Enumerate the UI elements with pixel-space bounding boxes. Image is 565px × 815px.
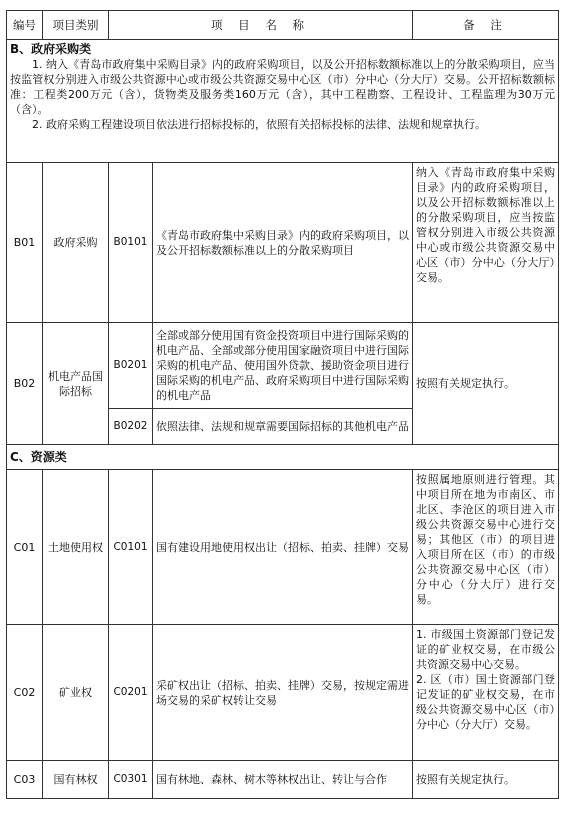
row-note-2: 2. 区（市）国土资源部门登记发证的矿业权交易，在市级公共资源交易中心区（市）分中心（分大厅）交易。 (416, 673, 555, 731)
row-name: 国有林地、森林、树木等林权出让、转让与合作 (153, 761, 413, 799)
section-b-note-1: 1. 纳入《青岛市政府集中采购目录》内的政府采购项目，以及公开招标数额标准以上的分散采购项目，应当按监管权分别进入市级公共资源中心或市级公共资源交易中心区（市）分中心（分大厅）交易。公开招标数额标准：工程类200万元（含），货物类及服务类160万元（含），其中工程勘察、工程设计、工程监理为30万元（含）。 (10, 58, 555, 116)
row-code: C0101 (109, 470, 153, 625)
row-name: 全部或部分使用国有资金投资项目中进行国际采购的机电产品、全部或部分使用国家融资项目中进行国际采购的机电产品、使用国外贷款、援助资金项目进行国际采购的机电产品、政府采购项目中进行国际采购的机电产品 (153, 323, 413, 409)
row-code: C0201 (109, 625, 153, 761)
table-row (7, 323, 559, 409)
header-name: 项 目 名 称 (109, 11, 413, 40)
table-row (7, 163, 559, 323)
row-category: 机电产品国际招标 (43, 323, 109, 445)
row-name: 国有建设用地使用权出让（招标、拍卖、挂牌）交易 (153, 470, 413, 625)
section-b-note-2: 2. 政府采购工程建设项目依法进行招标投标的，依照有关招标投标的法律、法规和规章执行。 (32, 118, 486, 131)
row-code: B0101 (109, 163, 153, 323)
project-catalog-table (6, 10, 559, 799)
table-row (7, 625, 559, 761)
header-category: 项目类别 (43, 11, 109, 40)
row-note-1: 1. 市级国土资源部门登记发证的矿业权交易，在市级公共资源交易中心交易。 (416, 628, 555, 671)
row-name: 《青岛市政府集中采购目录》内的政府采购项目，以及公开招标数额标准以上的分散采购项目 (153, 163, 413, 323)
row-note: 按照属地原则进行管理。其中项目所在地为市南区、市北区、李沧区的项目进入市级公共资源交易中心进行交易；其他区（市）的项目进入项目所在区（市）的市级公共资源交易中心区（市）分中心（分大厅）进行交易。 (413, 470, 559, 625)
row-no: B01 (7, 163, 43, 323)
row-note: 按照有关规定执行。 (413, 761, 559, 799)
row-category: 政府采购 (43, 163, 109, 323)
row-no: C03 (7, 761, 43, 799)
row-note: 按照有关规定执行。 (413, 323, 559, 445)
row-note: 纳入《青岛市政府集中采购目录》内的政府采购项目，以及公开招标数额标准以上的分散采购项目，应当按监管权分别进入市级公共资源中心或市级公共资源交易中心区（市）分中心（分大厅）交易。 (413, 163, 559, 323)
row-code: C0301 (109, 761, 153, 799)
table-row (7, 470, 559, 625)
row-no: C01 (7, 470, 43, 625)
section-c-title: C、资源类 (10, 449, 67, 464)
section-c-row (7, 445, 559, 470)
row-category: 土地使用权 (43, 470, 109, 625)
table-header-row (7, 11, 559, 40)
section-b-row (7, 40, 559, 163)
row-no: C02 (7, 625, 43, 761)
row-category: 国有林权 (43, 761, 109, 799)
header-note: 备 注 (413, 11, 559, 40)
row-code: B0201 (109, 323, 153, 409)
row-no: B02 (7, 323, 43, 445)
row-name: 采矿权出让（招标、拍卖、挂牌）交易，按规定需进场交易的采矿权转让交易 (153, 625, 413, 761)
row-code: B0202 (109, 409, 153, 445)
row-name: 依照法律、法规和规章需要国际招标的其他机电产品 (153, 409, 413, 445)
table-row (7, 761, 559, 799)
header-no: 编号 (7, 11, 43, 40)
section-b-title: B、政府采购类 (10, 42, 92, 56)
row-category: 矿业权 (43, 625, 109, 761)
